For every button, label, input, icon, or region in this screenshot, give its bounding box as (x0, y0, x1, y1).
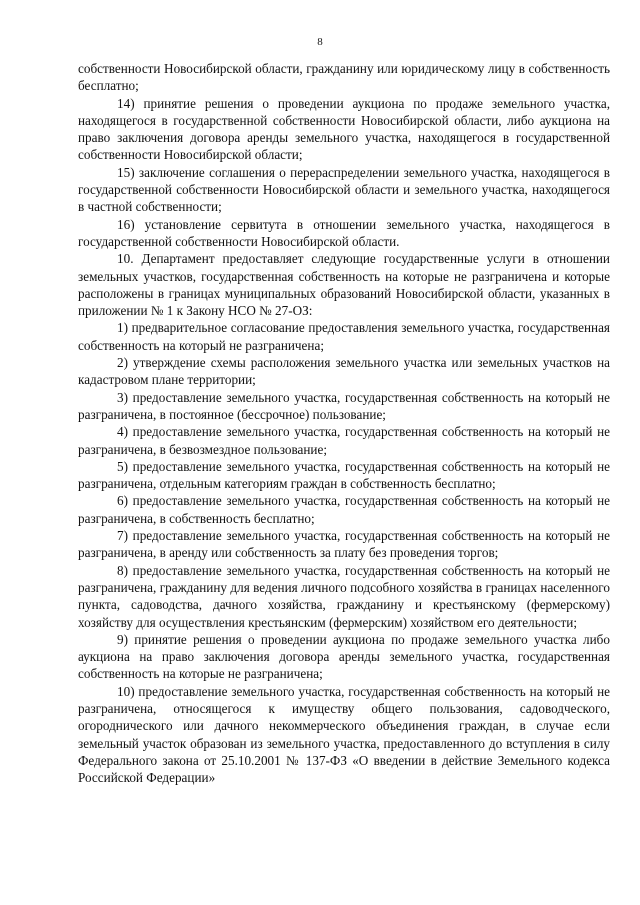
document-body (78, 60, 610, 786)
sub-item-6: 6) предоставление земельного участка, государственная собственность на который не разграничена, в собственность бесплатно; (78, 493, 610, 526)
sub-item-10: 10) предоставление земельного участка, государственная собственность на который не разграничена, относящегося к имуществу общего пользования, садоводческого, огороднического или дачного некоммерческого объединения граждан, в случае если земельный участок образован из земельного участка, предоставленного до вступления в силу Федерального закона от 25.10.2001 № 137-ФЗ «О введении в действие Земельного кодекса Российской Федерации» (78, 683, 610, 786)
sub-item-7: 7) предоставление земельного участка, государственная собственность на который не разграничена, в аренду или собственность за плату без проведения торгов; (78, 528, 610, 561)
paragraph-continuation: собственности Новосибирской области, гражданину или юридическому лицу в собственность бесплатно; (78, 61, 610, 94)
list-item-16: 16) установление сервитута в отношении земельного участка, находящегося в государственной собственности Новосибирской области. (78, 216, 610, 249)
list-item-14: 14) принятие решения о проведении аукциона по продаже земельного участка, находящегося в государственной собственности Новосибирской области, либо аукциона на право заключения договора аренды земельного участка, находящегося в государственной собственности Новосибирской области; (78, 95, 610, 163)
sub-item-5: 5) предоставление земельного участка, государственная собственность на который не разграничена, отдельным категориям граждан в собственность бесплатно; (78, 458, 610, 492)
sub-item-2: 2) утверждение схемы расположения земельного участка или земельных участков на кадастровом плане территории; (78, 355, 610, 388)
sub-item-8: 8) предоставление земельного участка, государственная собственность на который не разграничена, гражданину для ведения личного подсобного хозяйства в границах населенного пункта, садоводства, дачного хозяйства, гражданину и крестьянскому (фермерскому) хозяйству для осуществления крестьянским (фермерским) хозяйством его деятельности; (78, 562, 610, 630)
sub-item-3: 3) предоставление земельного участка, государственная собственность на который не разграничена, в постоянное (бессрочное) пользование; (78, 389, 610, 422)
page-number: 8 (317, 36, 323, 48)
list-item-15: 15) заключение соглашения о перераспределении земельного участка, находящегося в государственной собственности Новосибирской области и земельного участка, находящегося в частной собственности; (78, 164, 610, 215)
section-10-intro: 10. Департамент предоставляет следующие государственные услуги в отношении земельных участков, государственная собственность на которые не разграничена и которые расположены в границах муниципальных образований Новосибирской области, указанных в приложении № 1 к Закону НСО № 27-ОЗ: (78, 251, 610, 319)
sub-item-4: 4) предоставление земельного участка, государственная собственность на который не разграничена, в безвозмездное пользование; (78, 424, 610, 457)
sub-item-9: 9) принятие решения о проведении аукциона по продаже земельного участка либо аукциона на право заключения договора аренды земельного участка, государственная собственность на которые не разграничена; (78, 631, 610, 682)
sub-item-1: 1) предварительное согласование предоставления земельного участка, государственная собственность на который не разграничена; (78, 320, 610, 353)
